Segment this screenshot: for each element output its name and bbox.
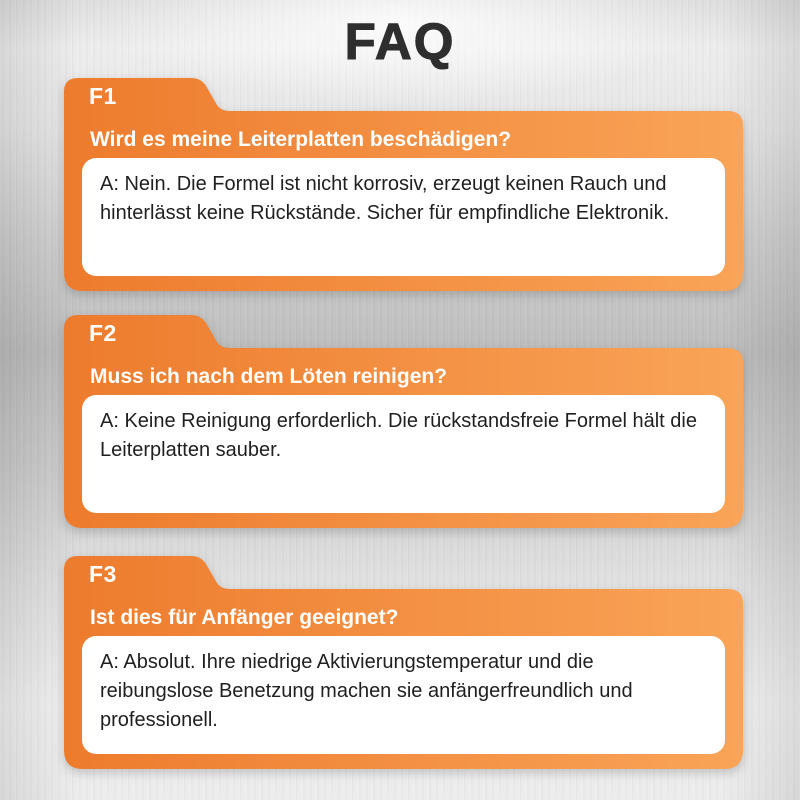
- faq-number-label: F2: [89, 320, 117, 346]
- faq-question: Ist dies für Anfänger geeignet?: [90, 606, 399, 629]
- faq-answer: A: Keine Reinigung erforderlich. Die rückstandsfreie Formel hält die Leiterplatten sauber.: [100, 410, 697, 461]
- faq-answer-box: [82, 158, 725, 276]
- faq-question: Wird es meine Leiterplatten beschädigen?: [90, 128, 512, 151]
- faq-answer-box: [82, 636, 725, 754]
- faq-answer: A: Nein. Die Formel ist nicht korrosiv, erzeugt keinen Rauch und hinterlässt keine Rückstände. Sicher für empfindliche Elektronik.: [100, 173, 670, 224]
- faq-number-label: F3: [89, 561, 117, 587]
- page-title: FAQ: [344, 13, 456, 70]
- faq-answer-box: [82, 395, 725, 513]
- faq-card: [64, 556, 743, 769]
- faq-number-label: F1: [89, 83, 117, 109]
- faq-card: [64, 315, 743, 528]
- faq-card: [64, 78, 743, 291]
- faq-answer: A: Absolut. Ihre niedrige Aktivierungstemperatur und die reibungslose Benetzung machen sie anfängerfreundlich und professionell.: [100, 651, 633, 731]
- faq-question: Muss ich nach dem Löten reinigen?: [90, 365, 448, 388]
